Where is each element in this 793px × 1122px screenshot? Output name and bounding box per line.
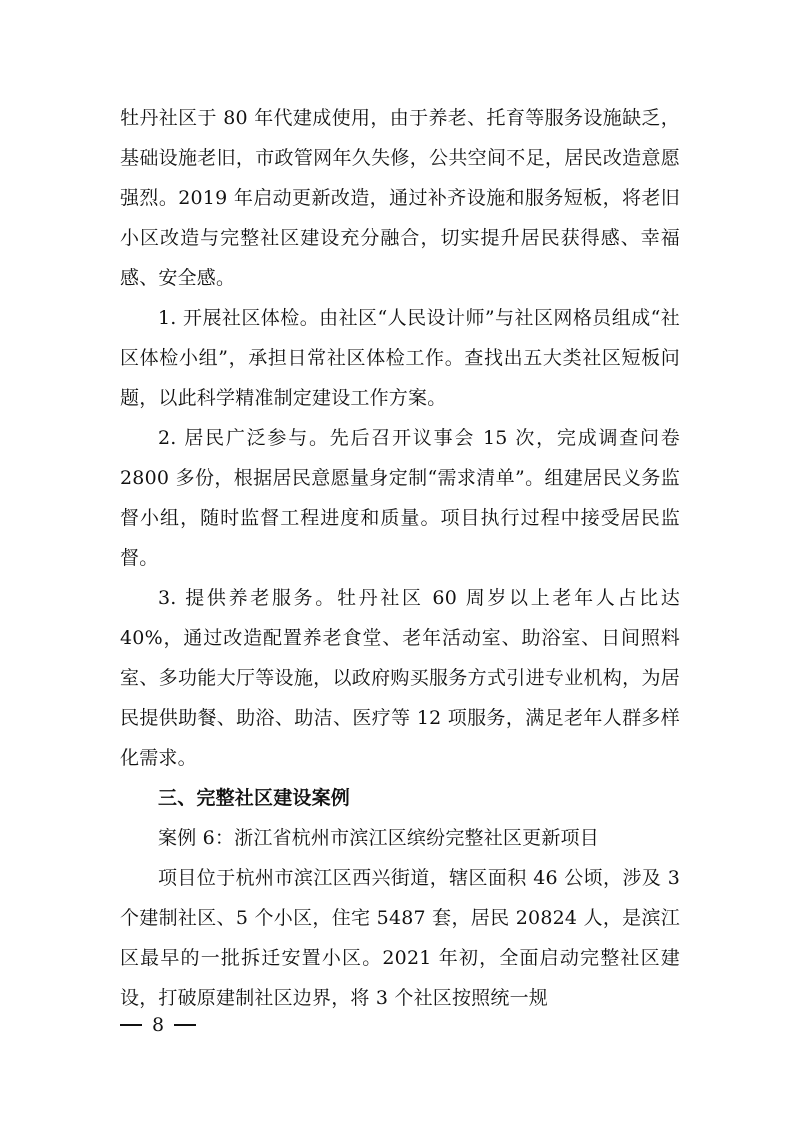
paragraph-mudan-intro: 牡丹社区于 80 年代建成使用，由于养老、托育等服务设施缺乏，基础设施老旧，市政管网年久失修，公共空间不足，居民改造意愿强烈。2019 年启动更新改造，通过补齐设施和服务短板，将老旧小区改造与完整社区建设充分融合，切实提升居民获得感、幸福感、安全感。 bbox=[120, 107, 680, 289]
document-body bbox=[120, 98, 680, 1018]
footer-dash-left bbox=[120, 1024, 142, 1026]
page-number: 8 bbox=[152, 1014, 165, 1036]
paragraph-community-checkup: 1. 开展社区体检。由社区“人民设计师”与社区网格员组成“社区体检小组”，承担日常社区体检工作。查找出五大类社区短板问题，以此科学精准制定建设工作方案。 bbox=[120, 307, 680, 409]
paragraph-elderly-services: 3. 提供养老服务。牡丹社区 60 周岁以上老年人占比达 40%，通过改造配置养老食堂、老年活动室、助浴室、日间照料室、多功能大厅等设施，以政府购买服务方式引进专业机构，为居民提供助餐、助浴、助洁、医疗等 12 项服务，满足老年人群多样化需求。 bbox=[120, 587, 680, 769]
footer-dash-right bbox=[174, 1024, 196, 1026]
section-heading: 三、完整社区建设案例 bbox=[158, 787, 351, 809]
paragraph-binjiang-project: 项目位于杭州市滨江区西兴街道，辖区面积 46 公顷，涉及 3 个建制社区、5 个小区，住宅 5487 套，居民 20824 人，是滨江区最早的一批拆迁安置小区。2021 年初，全面启动完整社区建设，打破原建制社区边界，将 3 个社区按照统一规 bbox=[120, 867, 680, 1009]
case-title: 案例 6：浙江省杭州市滨江区缤纷完整社区更新项目 bbox=[158, 827, 599, 849]
page-footer bbox=[120, 1010, 196, 1040]
paragraph-resident-participation: 2. 居民广泛参与。先后召开议事会 15 次，完成调查问卷 2800 多份，根据居民意愿量身定制“需求清单”。组建居民义务监督小组，随时监督工程进度和质量。项目执行过程中接受居民监督。 bbox=[120, 427, 680, 569]
